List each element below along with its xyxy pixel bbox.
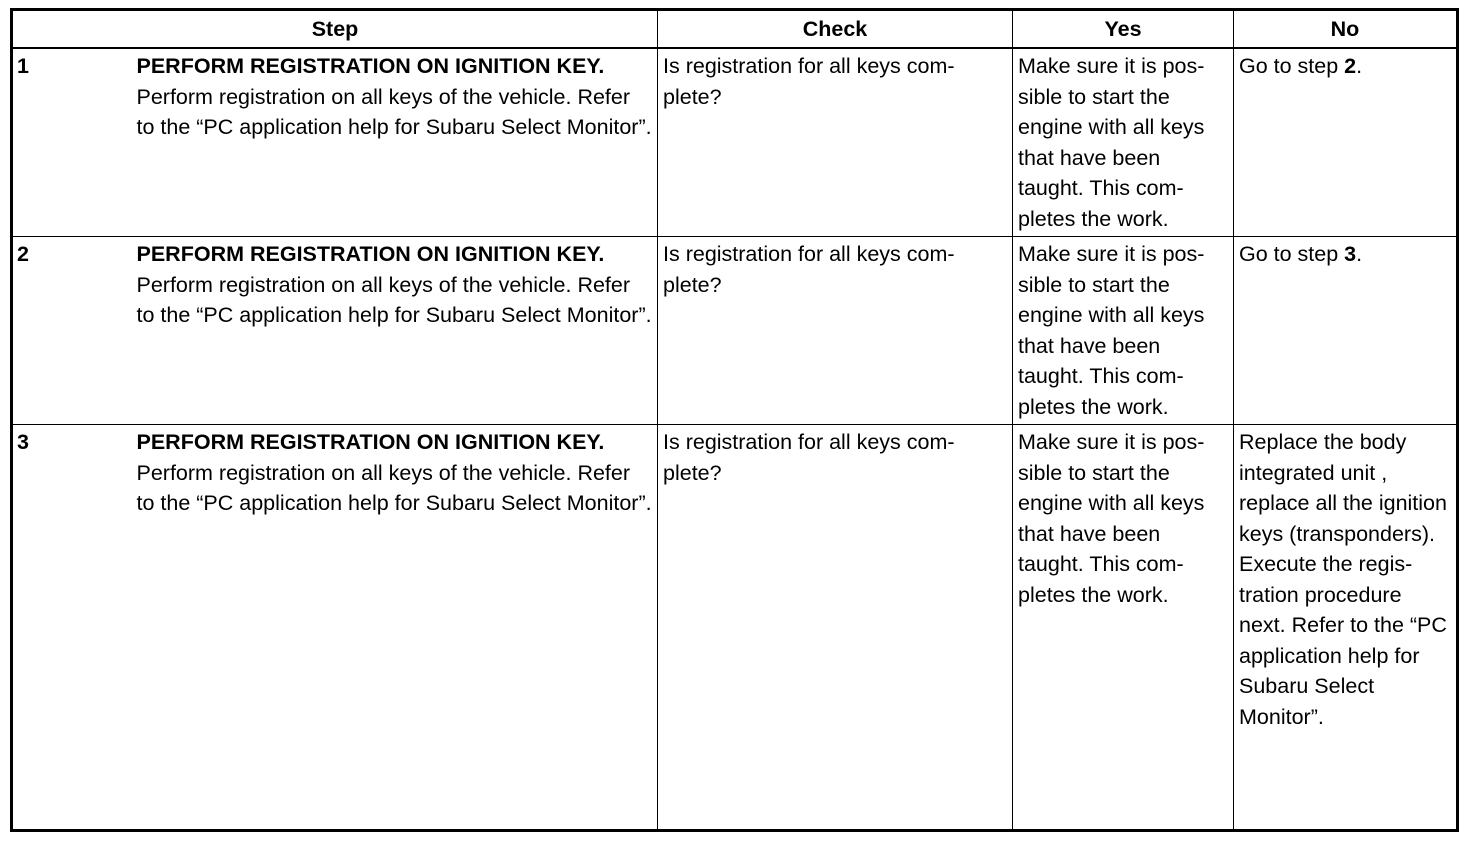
no-step-link: 3 [1344,242,1357,266]
step-title: PERFORM REGISTRATION ON IGNITION KEY. [136,54,605,78]
check-cell: Is registration for all keys com-plete? [658,48,1013,237]
no-step-link: 2 [1344,54,1357,78]
step-number: 3 [12,425,132,831]
no-cell [1234,48,1458,237]
yes-cell: Make sure it is pos-sible to start the engine with all keys that have been taught. This com-pletes the work. [1013,48,1234,237]
no-suffix: . [1356,54,1363,78]
no-suffix: . [1356,242,1363,266]
header-row [12,10,1458,49]
diagnostic-table [10,8,1459,832]
step-body: Perform registration on all keys of the vehicle. Refer to the “PC application help for Subaru Select Monitor”. [136,460,652,515]
no-cell: Replace the body integrated unit , replace all the ignition keys (transponders). Execute the regis-tration procedure next. Refer to the “PC application help for Subaru Select Monitor”. [1234,425,1458,831]
no-text: Go to step [1239,54,1345,78]
yes-cell: Make sure it is pos-sible to start the engine with all keys that have been taught. This com-pletes the work. [1013,425,1234,831]
check-cell: Is registration for all keys com-plete? [658,237,1013,425]
table-row [12,425,1458,831]
yes-cell: Make sure it is pos-sible to start the engine with all keys that have been taught. This com-pletes the work. [1013,237,1234,425]
table-row [12,48,1458,237]
step-number: 2 [12,237,132,425]
step-title: PERFORM REGISTRATION ON IGNITION KEY. [136,242,605,266]
step-number: 1 [12,48,132,237]
step-cell [132,425,658,831]
no-text: Go to step [1239,242,1345,266]
header-step: Step [12,10,658,49]
check-cell: Is registration for all keys com-plete? [658,425,1013,831]
header-yes: Yes [1013,10,1234,49]
step-body: Perform registration on all keys of the vehicle. Refer to the “PC application help for Subaru Select Monitor”. [136,272,652,327]
step-title: PERFORM REGISTRATION ON IGNITION KEY. [136,430,605,454]
table-row [12,237,1458,425]
step-body: Perform registration on all keys of the vehicle. Refer to the “PC application help for Subaru Select Monitor”. [136,84,652,139]
step-cell [132,48,658,237]
header-no: No [1234,10,1458,49]
no-cell [1234,237,1458,425]
step-cell [132,237,658,425]
header-check: Check [658,10,1013,49]
